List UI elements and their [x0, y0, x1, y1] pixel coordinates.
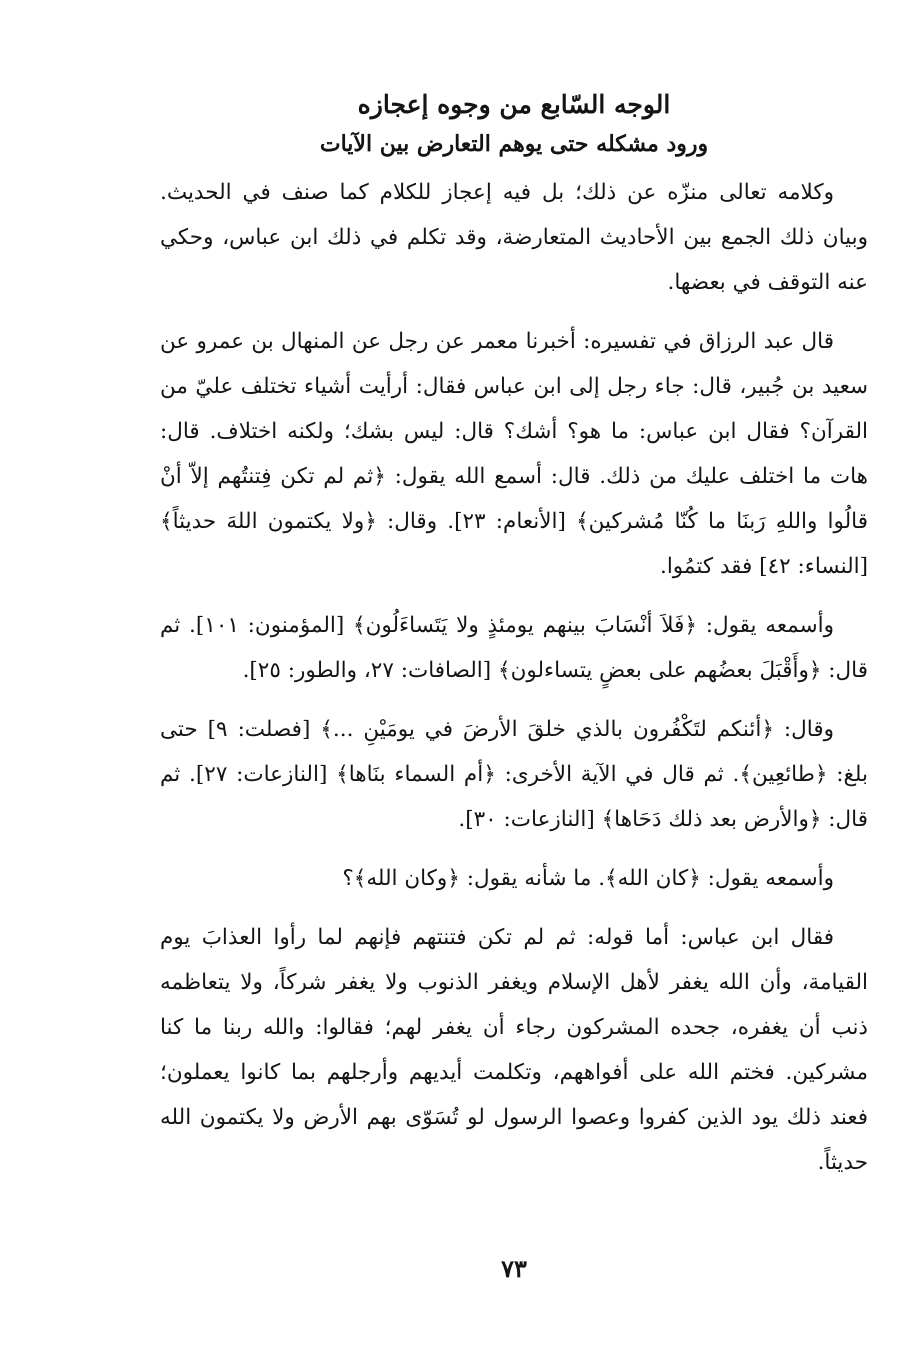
document-page [160, 88, 868, 1288]
paragraph-3: وأسمعه يقول: ﴿فَلاَ أنْسَابَ بينهم يومئذٍ ولا يَتَساءَلُون﴾ [المؤمنون: ١٠١]. ثم قال: ﴿وأَقْبَلَ بعضُهم على بعضٍ يتساءلون﴾ [الصافات: ٢٧، والطور: ٢٥]. [160, 613, 868, 683]
paragraph-2: قال عبد الرزاق في تفسيره: أخبرنا معمر عن رجل عن المنهال بن عمرو عن سعيد بن جُبير، قال: جاء رجل إلى ابن عباس فقال: أرأيت أشياء تختلف عليّ من القرآن؟ فقال ابن عباس: ما هو؟ أشك؟ قال: ليس بشك؛ ولكنه اختلاف. قال: هات ما اختلف عليك من ذلك. قال: أسمع الله يقول: ﴿ثم لم تكن فِتنتُهم إلاّ أنْ قالُوا واللهِ رَبنَا ما كُنّا مُشركين﴾ [الأنعام: ٢٣]. وقال: ﴿ولا يكتمون اللهَ حديثاً﴾ [النساء: ٤٢] فقد كتمُوا. [160, 329, 868, 579]
chapter-title: الوجه السّابع من وجوه إعجازه [357, 90, 671, 119]
paragraph-1: وكلامه تعالى منزّه عن ذلك؛ بل فيه إعجاز للكلام كما صنف في الحديث. وبيان ذلك الجمع بين الأحاديث المتعارضة، وقد تكلم في ذلك ابن عباس، وحكي عنه التوقف في بعضها. [160, 180, 868, 295]
paragraph-5: وأسمعه يقول: ﴿كان الله﴾. ما شأنه يقول: ﴿وكان الله﴾؟ [342, 866, 834, 891]
page-number: ٧٣ [501, 1254, 527, 1283]
chapter-subtitle: ورود مشكله حتى يوهم التعارض بين الآيات [319, 131, 709, 157]
paragraph-4: وقال: ﴿أئنكم لتَكْفُرون بالذي خلقَ الأرضَ في يومَيْنِ ...﴾ [فصلت: ٩] حتى بلغ: ﴿طائعِين﴾. ثم قال في الآية الأخرى: ﴿أم السماء بنَاها﴾ [النازعات: ٢٧]. ثم قال: ﴿والأرض بعد ذلك دَحَاها﴾ [النازعات: ٣٠]. [160, 717, 868, 832]
paragraph-6: فقال ابن عباس: أما قوله: ثم لم تكن فتنتهم فإنهم لما رأوا العذابَ يوم القيامة، وأن الله يغفر لأهل الإسلام ويغفر الذنوب ولا يغفر شركاً، ولا يتعاظمه ذنب أن يغفره، جحده المشركون رجاء أن يغفر لهم؛ فقالوا: والله ربنا ما كنا مشركين. فختم الله على أفواههم، وتكلمت أيديهم وأرجلهم بما كانوا يعملون؛ فعند ذلك يود الذين كفروا وعصوا الرسول لو تُسَوّى بهم الأرض ولا يكتمون الله حديثاً. [160, 925, 868, 1175]
